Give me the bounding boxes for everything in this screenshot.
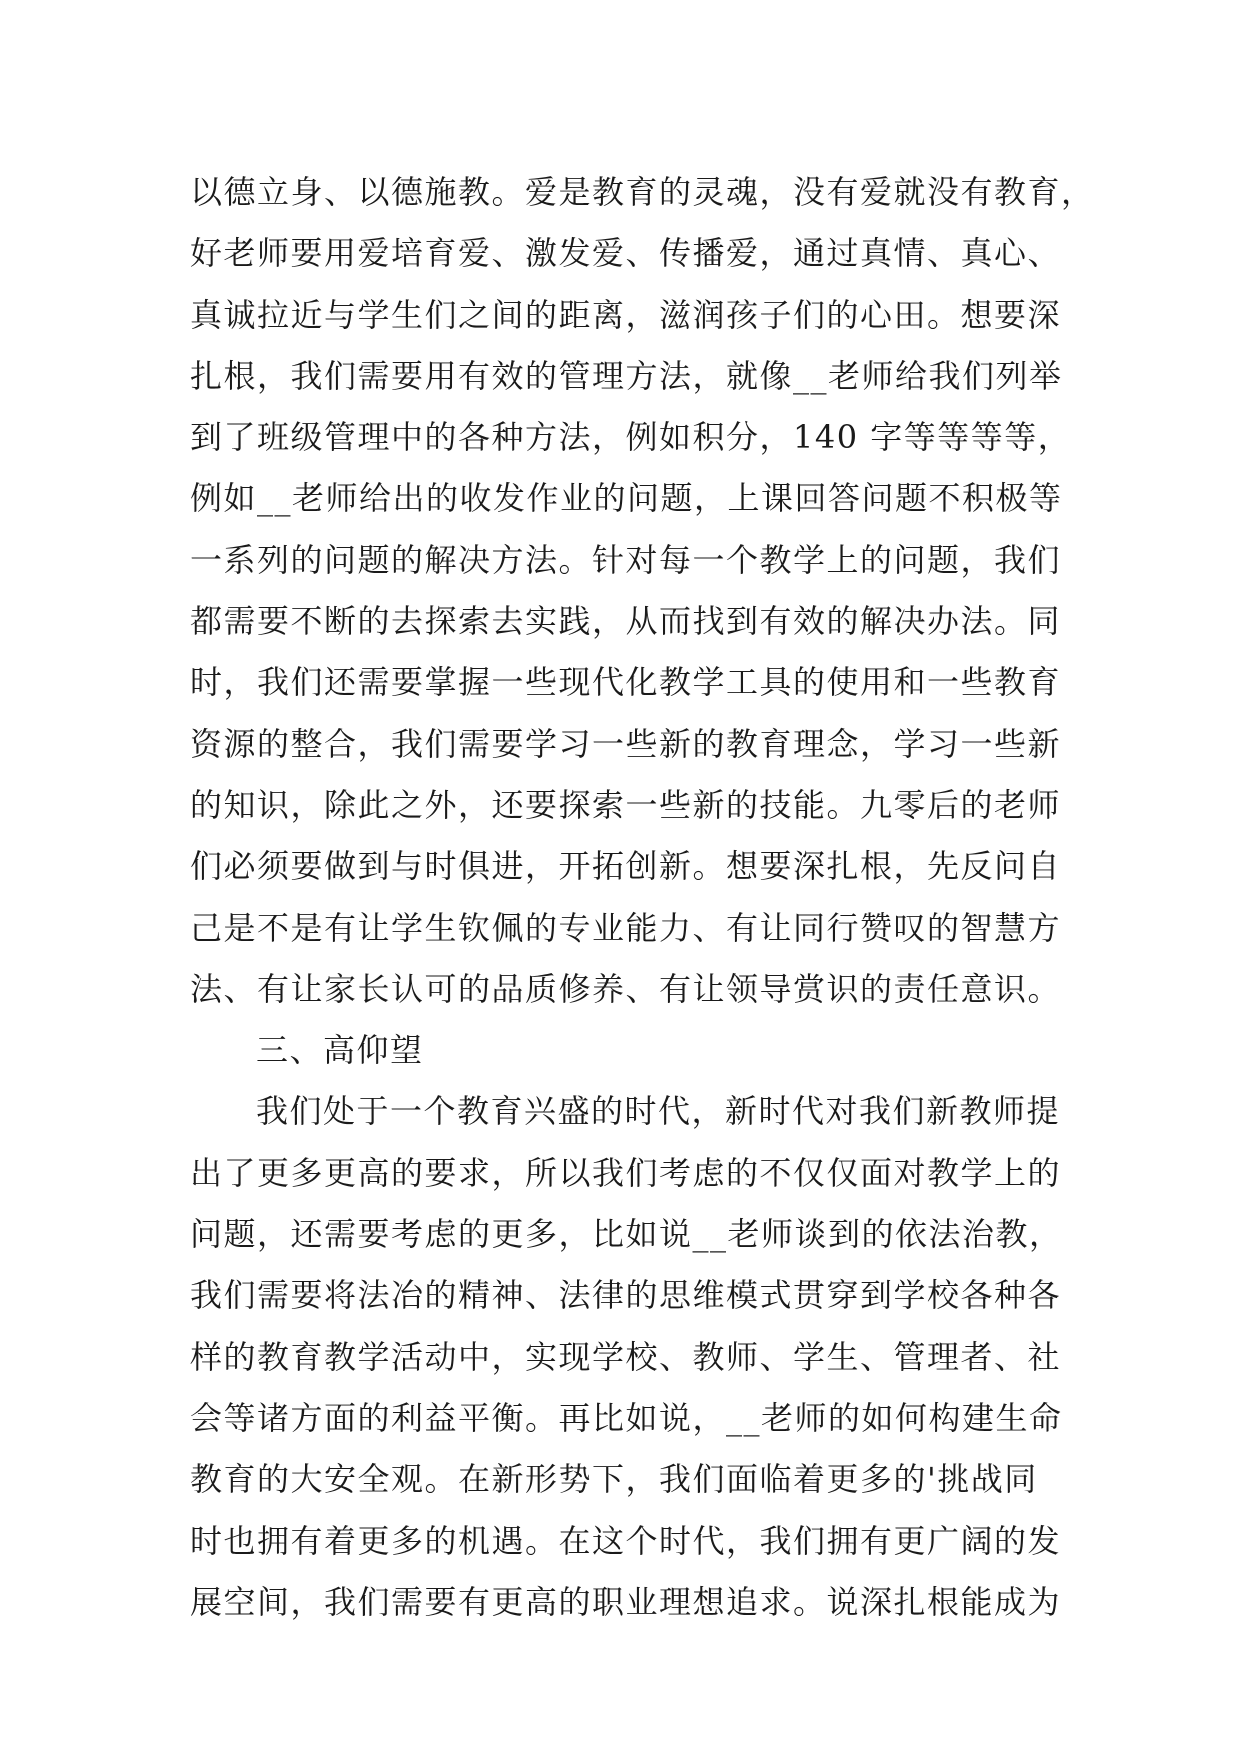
text-line: 好老师要用爱培育爱、激发爱、传播爱，通过真情、真心、 bbox=[190, 234, 1062, 273]
text-line: 的知识，除此之外，还要探索一些新的技能。九零后的老师 bbox=[190, 785, 1062, 824]
text-line: 真诚拉近与学生们之间的距离，滋润孩子们的心田。想要深 bbox=[190, 295, 1062, 334]
text-line: 时也拥有着更多的机遇。在这个时代，我们拥有更广阔的发 bbox=[190, 1521, 1062, 1560]
text-line: 展空间，我们需要有更高的职业理想追求。说深扎根能成为 bbox=[190, 1582, 1062, 1621]
paragraph-first-line: 我们处于一个教育兴盛的时代，新时代对我们新教师提 bbox=[256, 1092, 1061, 1131]
body-text bbox=[190, 162, 1095, 1633]
text-line: 例如__老师给出的收发作业的问题，上课回答问题不积极等 bbox=[190, 479, 1063, 518]
text-line: 资源的整合，我们需要学习一些新的教育理念，学习一些新 bbox=[190, 724, 1062, 763]
text-line: 教育的大安全观。在新形势下，我们面临着更多的'挑战同 bbox=[190, 1460, 1038, 1499]
text-line: 问题，还需要考虑的更多，比如说__老师谈到的依法治教， bbox=[190, 1215, 1063, 1254]
text-line: 出了更多更高的要求，所以我们考虑的不仅仅面对教学上的 bbox=[190, 1153, 1062, 1192]
text-line: 到了班级管理中的各种方法，例如积分，140 字等等等等， bbox=[190, 418, 1072, 457]
text-line: 样的教育教学活动中，实现学校、教师、学生、管理者、社 bbox=[190, 1337, 1062, 1376]
text-line: 时，我们还需要掌握一些现代化教学工具的使用和一些教育 bbox=[190, 663, 1062, 702]
text-line: 扎根，我们需要用有效的管理方法，就像__老师给我们列举 bbox=[190, 356, 1063, 395]
text-line: 以德立身、以德施教。爱是教育的灵魂，没有爱就没有教育， bbox=[190, 173, 1095, 211]
text-line: 己是不是有让学生钦佩的专业能力、有让同行赞叹的智慧方 bbox=[190, 908, 1062, 947]
text-line: 们必须要做到与时俱进，开拓创新。想要深扎根，先反问自 bbox=[190, 847, 1062, 886]
text-line: 会等诸方面的利益平衡。再比如说，__老师的如何构建生命 bbox=[190, 1398, 1063, 1437]
text-line: 我们需要将法冶的精神、法律的思维模式贯穿到学校各种各 bbox=[190, 1276, 1062, 1315]
section-heading: 三、高仰望 bbox=[256, 1031, 424, 1070]
text-line: 都需要不断的去探索去实践，从而找到有效的解决办法。同 bbox=[190, 602, 1062, 641]
text-line: 一系列的问题的解决方法。针对每一个教学上的问题，我们 bbox=[190, 540, 1062, 579]
text-line: 法、有让家长认可的品质修养、有让领导赏识的责任意识。 bbox=[190, 969, 1062, 1008]
